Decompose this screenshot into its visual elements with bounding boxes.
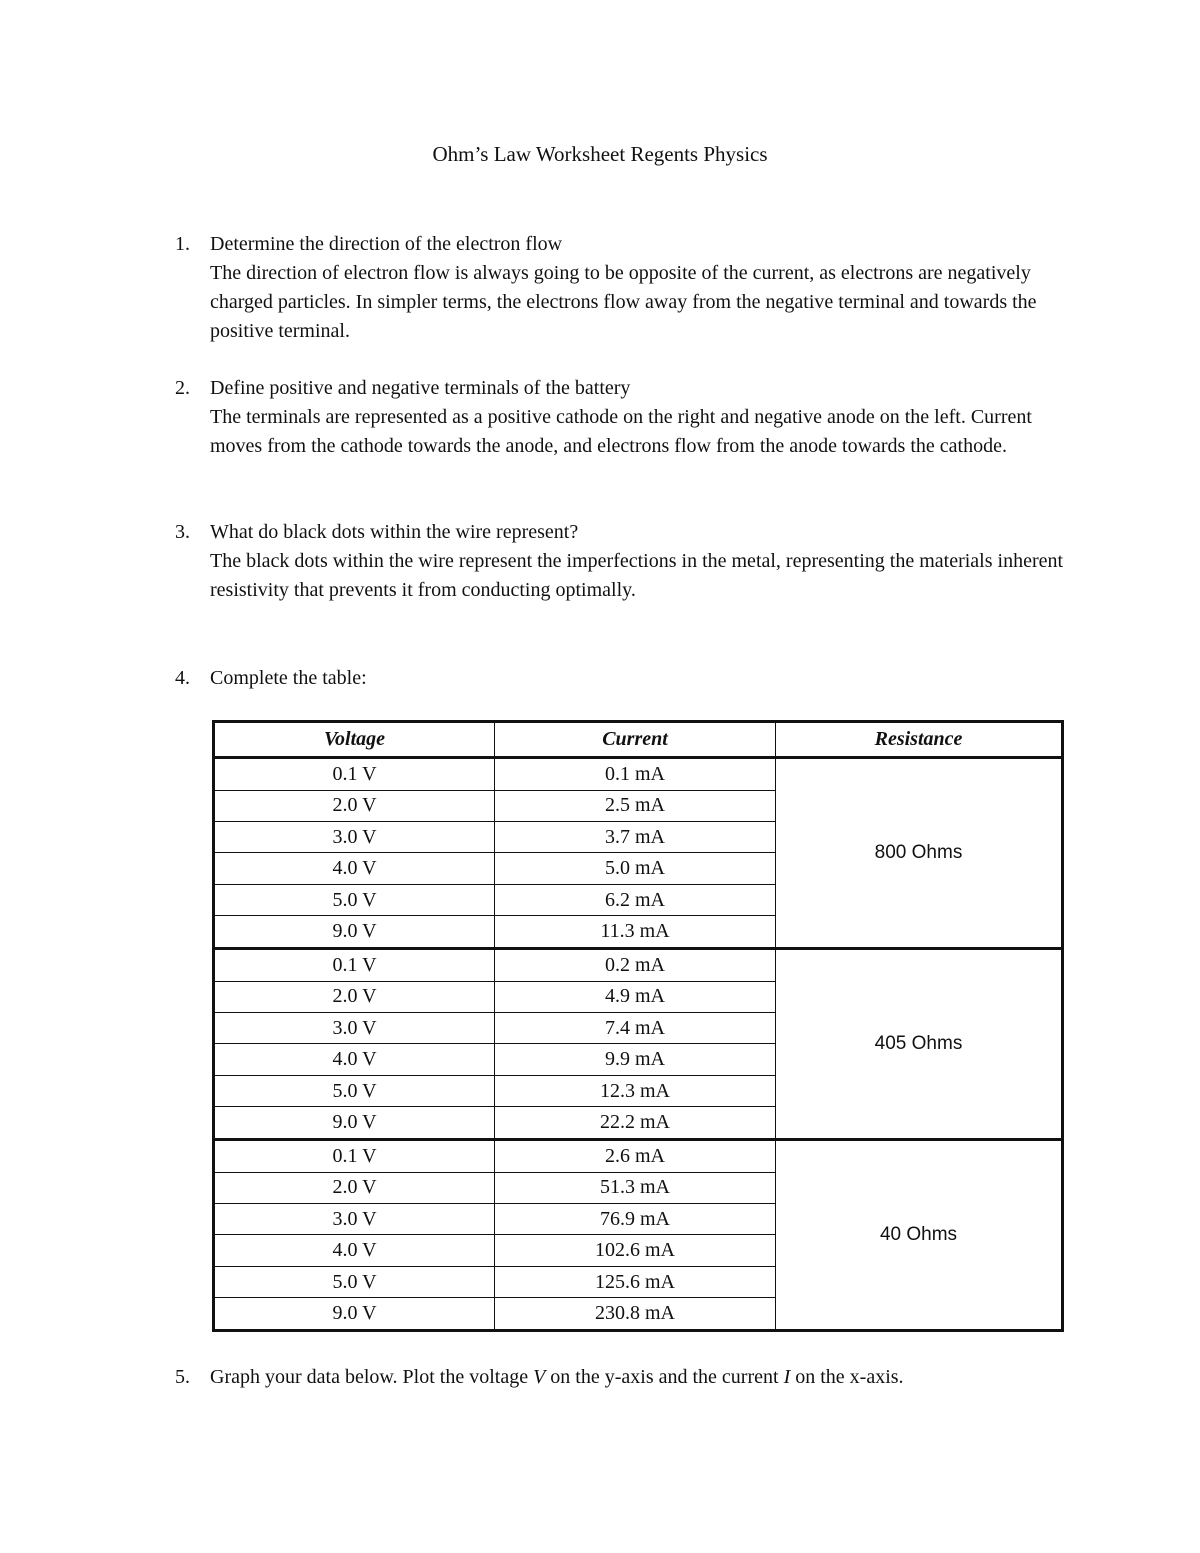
voltage-cell: 5.0 V bbox=[214, 1075, 495, 1106]
current-cell: 76.9 mA bbox=[495, 1204, 776, 1235]
question-4 bbox=[175, 664, 1075, 693]
current-cell: 230.8 mA bbox=[495, 1298, 776, 1331]
voltage-cell: 0.1 V bbox=[214, 1140, 495, 1173]
resistance-group bbox=[214, 949, 1063, 1140]
voltage-cell: 5.0 V bbox=[214, 1266, 495, 1297]
current-cell: 7.4 mA bbox=[495, 1013, 776, 1044]
question-1 bbox=[175, 230, 1075, 346]
header-voltage: Voltage bbox=[214, 722, 495, 758]
question-number: 4. bbox=[175, 667, 190, 689]
voltage-cell: 3.0 V bbox=[214, 1204, 495, 1235]
voltage-cell: 9.0 V bbox=[214, 916, 495, 949]
table-row bbox=[214, 1140, 1063, 1173]
voltage-cell: 4.0 V bbox=[214, 1235, 495, 1266]
voltage-cell: 3.0 V bbox=[214, 1013, 495, 1044]
ohms-law-table bbox=[212, 720, 1064, 1332]
resistance-cell: 800 Ohms bbox=[776, 758, 1063, 949]
question-3 bbox=[175, 518, 1075, 605]
current-cell: 5.0 mA bbox=[495, 853, 776, 884]
voltage-cell: 9.0 V bbox=[214, 1107, 495, 1140]
question-number: 3. bbox=[175, 521, 190, 543]
voltage-cell: 4.0 V bbox=[214, 853, 495, 884]
question-prompt: What do black dots within the wire represent? bbox=[210, 521, 579, 543]
current-cell: 4.9 mA bbox=[495, 981, 776, 1012]
question-prompt-part: on the x-axis. bbox=[790, 1366, 904, 1388]
question-prompt: Define positive and negative terminals of the battery bbox=[210, 377, 631, 399]
header-resistance: Resistance bbox=[776, 722, 1063, 758]
resistance-cell: 405 Ohms bbox=[776, 949, 1063, 1140]
current-cell: 0.1 mA bbox=[495, 758, 776, 791]
question-answer: The terminals are represented as a positive cathode on the right and negative anode on the left. Current moves from the cathode towards the anode, and electrons flow from the anode towards the cathode. bbox=[210, 406, 1032, 457]
current-cell: 102.6 mA bbox=[495, 1235, 776, 1266]
question-prompt: Determine the direction of the electron flow bbox=[210, 233, 563, 255]
question-prompt-part: on the y-axis and the current bbox=[545, 1366, 784, 1388]
current-cell: 125.6 mA bbox=[495, 1266, 776, 1297]
header-current: Current bbox=[495, 722, 776, 758]
question-5 bbox=[175, 1363, 1075, 1392]
voltage-cell: 0.1 V bbox=[214, 949, 495, 982]
current-cell: 6.2 mA bbox=[495, 884, 776, 915]
table-row bbox=[214, 949, 1063, 982]
current-cell: 51.3 mA bbox=[495, 1172, 776, 1203]
voltage-symbol: V bbox=[533, 1366, 546, 1388]
question-prompt-part: Graph your data below. Plot the voltage bbox=[210, 1366, 534, 1388]
voltage-cell: 2.0 V bbox=[214, 981, 495, 1012]
voltage-cell: 9.0 V bbox=[214, 1298, 495, 1331]
voltage-cell: 2.0 V bbox=[214, 790, 495, 821]
resistance-cell: 40 Ohms bbox=[776, 1140, 1063, 1331]
voltage-cell: 5.0 V bbox=[214, 884, 495, 915]
question-prompt: Complete the table: bbox=[210, 667, 367, 689]
voltage-cell: 0.1 V bbox=[214, 758, 495, 791]
table-row bbox=[214, 758, 1063, 791]
question-number: 2. bbox=[175, 377, 190, 399]
resistance-group bbox=[214, 1140, 1063, 1331]
voltage-cell: 4.0 V bbox=[214, 1044, 495, 1075]
question-number: 5. bbox=[175, 1366, 190, 1388]
current-cell: 0.2 mA bbox=[495, 949, 776, 982]
current-symbol: I bbox=[783, 1366, 791, 1388]
question-answer: The black dots within the wire represent the imperfections in the metal, representing the materials inherent resistivity that prevents it from conducting optimally. bbox=[210, 550, 1064, 601]
voltage-cell: 3.0 V bbox=[214, 822, 495, 853]
current-cell: 2.6 mA bbox=[495, 1140, 776, 1173]
question-number: 1. bbox=[175, 233, 190, 255]
question-2 bbox=[175, 374, 1075, 461]
page-title: Ohm’s Law Worksheet Regents Physics bbox=[432, 142, 768, 166]
current-cell: 3.7 mA bbox=[495, 822, 776, 853]
resistance-group bbox=[214, 758, 1063, 949]
current-cell: 2.5 mA bbox=[495, 790, 776, 821]
current-cell: 9.9 mA bbox=[495, 1044, 776, 1075]
current-cell: 22.2 mA bbox=[495, 1107, 776, 1140]
current-cell: 11.3 mA bbox=[495, 916, 776, 949]
question-answer: The direction of electron flow is always going to be opposite of the current, as electrons are negatively charged particles. In simpler terms, the electrons flow away from the negative terminal and towards the positive terminal. bbox=[210, 262, 1037, 342]
table-header-row bbox=[214, 722, 1063, 758]
voltage-cell: 2.0 V bbox=[214, 1172, 495, 1203]
current-cell: 12.3 mA bbox=[495, 1075, 776, 1106]
